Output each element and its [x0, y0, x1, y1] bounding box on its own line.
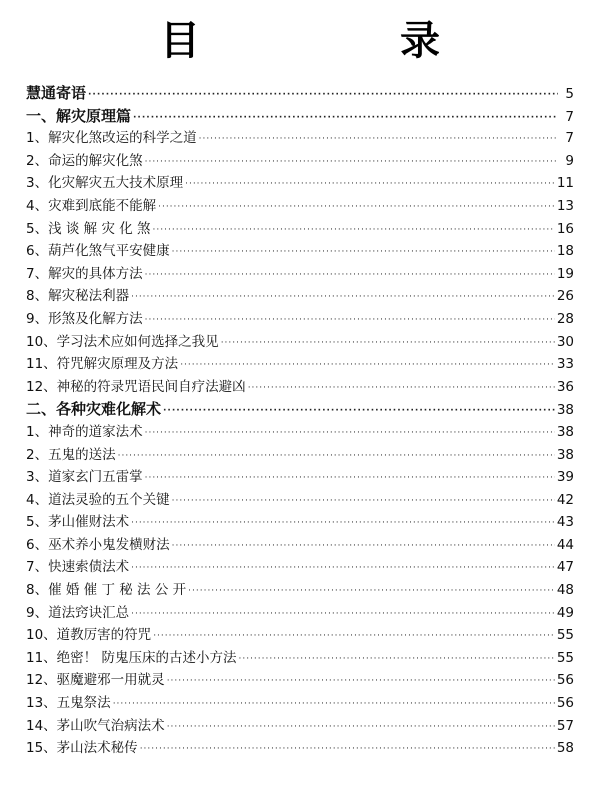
dot-leader — [153, 625, 555, 648]
dot-leader — [145, 422, 555, 445]
dot-leader — [172, 241, 555, 264]
toc-entry-title: 15、茅山法术秘传 — [26, 740, 138, 757]
toc-entry — [26, 556, 574, 579]
dot-leader — [172, 535, 555, 558]
dot-leader — [140, 738, 555, 761]
dot-leader — [145, 309, 555, 332]
dot-leader — [131, 512, 555, 535]
toc-page-number: 7 — [565, 130, 574, 147]
toc-page-number: 39 — [556, 469, 574, 486]
toc-entry-title: 8、解灾秘法利器 — [26, 288, 130, 305]
toc-page-number: 7 — [565, 108, 574, 125]
toc-entry — [26, 511, 574, 534]
dot-leader — [180, 354, 555, 377]
toc-entry-title: 12、驱魔避邪一用就灵 — [26, 672, 165, 689]
dot-leader — [199, 128, 558, 151]
toc-section-heading — [26, 105, 574, 128]
toc-entry — [26, 692, 574, 715]
toc-entry — [26, 624, 574, 647]
toc-entry — [26, 579, 574, 602]
dot-leader — [188, 580, 555, 603]
toc-entry — [26, 240, 574, 263]
toc-entry-title: 9、形煞及化解方法 — [26, 310, 143, 327]
toc-page-number: 49 — [556, 604, 574, 621]
dot-leader — [118, 445, 555, 468]
toc-entry-title: 4、灾难到底能不能解 — [26, 197, 157, 214]
toc-entry — [26, 195, 574, 218]
dot-leader — [113, 693, 555, 716]
toc-entry — [26, 353, 574, 376]
toc-entry — [26, 376, 574, 399]
toc-entry — [26, 218, 574, 241]
toc-entry — [26, 331, 574, 354]
toc-entry — [26, 669, 574, 692]
toc-page-number: 9 — [565, 152, 574, 169]
dot-leader — [185, 173, 555, 196]
toc-entry-title: 11、绝密！ 防鬼压床的古述小方法 — [26, 649, 237, 666]
toc-entry-title: 1、解灾化煞改运的科学之道 — [26, 130, 197, 147]
toc-page-number: 16 — [556, 220, 574, 237]
dot-leader — [248, 377, 555, 400]
toc-page-number: 58 — [556, 740, 574, 757]
dot-leader — [88, 84, 558, 107]
toc-page-number: 26 — [556, 288, 574, 305]
toc-entry — [26, 421, 574, 444]
toc-page-number: 55 — [556, 649, 574, 666]
toc-entry — [26, 715, 574, 738]
toc-page-number: 13 — [556, 197, 574, 214]
dot-leader — [158, 196, 555, 219]
toc-entry-title: 3、道家玄门五雷掌 — [26, 469, 143, 486]
toc-page-number: 38 — [556, 402, 574, 419]
toc-page-number: 48 — [556, 582, 574, 599]
dot-leader — [145, 151, 558, 174]
dot-leader — [131, 557, 555, 580]
dot-leader — [167, 670, 555, 693]
toc-entry-title: 6、葫芦化煞气平安健康 — [26, 243, 170, 260]
toc-page-number: 18 — [556, 243, 574, 260]
toc-page-number: 30 — [556, 333, 574, 350]
toc-entry — [26, 602, 574, 625]
toc-page-number: 44 — [556, 536, 574, 553]
toc-entry-title: 6、巫术养小鬼发横财法 — [26, 536, 170, 553]
toc-page-number: 56 — [556, 672, 574, 689]
toc-entry-title: 9、道法窍诀汇总 — [26, 604, 130, 621]
toc-page-number: 33 — [556, 356, 574, 373]
toc-entry-title: 7、解灾的具体方法 — [26, 265, 143, 282]
toc-page-number: 56 — [556, 695, 574, 712]
toc-page-number: 47 — [556, 559, 574, 576]
toc-section-heading — [26, 82, 574, 105]
toc-entry — [26, 308, 574, 331]
dot-leader — [145, 264, 555, 287]
toc-list — [26, 82, 574, 760]
toc-entry — [26, 127, 574, 150]
toc-page-number: 57 — [556, 717, 574, 734]
toc-entry — [26, 444, 574, 467]
toc-entry-title: 14、茅山吹气治病法术 — [26, 717, 165, 734]
toc-page-number: 28 — [556, 310, 574, 327]
toc-entry-title: 二、各种灾难化解术 — [26, 400, 162, 419]
toc-entry-title: 5、浅 谈 解 灾 化 煞 — [26, 220, 151, 237]
toc-entry-title: 10、学习法术应如何选择之我见 — [26, 333, 219, 350]
toc-entry — [26, 285, 574, 308]
dot-leader — [153, 219, 555, 242]
toc-section-heading — [26, 398, 574, 421]
dot-leader — [131, 286, 555, 309]
dot-leader — [238, 648, 554, 671]
toc-page-number: 38 — [556, 446, 574, 463]
toc-entry-title: 8、催 婚 催 丁 秘 法 公 开 — [26, 582, 187, 599]
toc-page-number: 36 — [556, 378, 574, 395]
toc-entry — [26, 172, 574, 195]
toc-entry-title: 5、茅山催财法术 — [26, 514, 130, 531]
toc-entry — [26, 489, 574, 512]
dot-leader — [221, 332, 555, 355]
toc-entry-title: 13、五鬼祭法 — [26, 695, 111, 712]
toc-entry-title: 2、五鬼的送法 — [26, 446, 116, 463]
toc-entry-title: 7、快速索债法术 — [26, 559, 130, 576]
toc-entry — [26, 737, 574, 760]
toc-entry-title: 2、命运的解灾化煞 — [26, 152, 143, 169]
dot-leader — [163, 400, 555, 423]
toc-entry-title: 12、神秘的符录咒语民间自疗法避凶 — [26, 378, 246, 395]
toc-page-number: 55 — [556, 627, 574, 644]
dot-leader — [172, 490, 555, 513]
toc-entry — [26, 647, 574, 670]
toc-entry — [26, 263, 574, 286]
toc-page-number: 11 — [556, 175, 574, 192]
toc-entry — [26, 466, 574, 489]
dot-leader — [133, 107, 558, 130]
toc-entry-title: 4、道法灵验的五个关键 — [26, 491, 170, 508]
dot-leader — [131, 603, 555, 626]
toc-entry-title: 一、解灾原理篇 — [26, 106, 132, 125]
dot-leader — [167, 716, 555, 739]
toc-page-number: 38 — [556, 423, 574, 440]
toc-page-number: 5 — [565, 86, 574, 102]
toc-entry-title: 1、神奇的道家法术 — [26, 423, 143, 440]
toc-page-number: 19 — [556, 265, 574, 282]
toc-entry-title: 慧通寄语 — [26, 84, 87, 102]
toc-entry — [26, 150, 574, 173]
toc-page-number: 43 — [556, 514, 574, 531]
page-title: 目 录 — [160, 18, 520, 64]
toc-entry-title: 11、符咒解灾原理及方法 — [26, 356, 179, 373]
toc-page-number: 42 — [556, 491, 574, 508]
toc-entry-title: 10、道教厉害的符咒 — [26, 627, 152, 644]
toc-entry — [26, 534, 574, 557]
dot-leader — [145, 467, 555, 490]
toc-entry-title: 3、化灾解灾五大技术原理 — [26, 175, 184, 192]
